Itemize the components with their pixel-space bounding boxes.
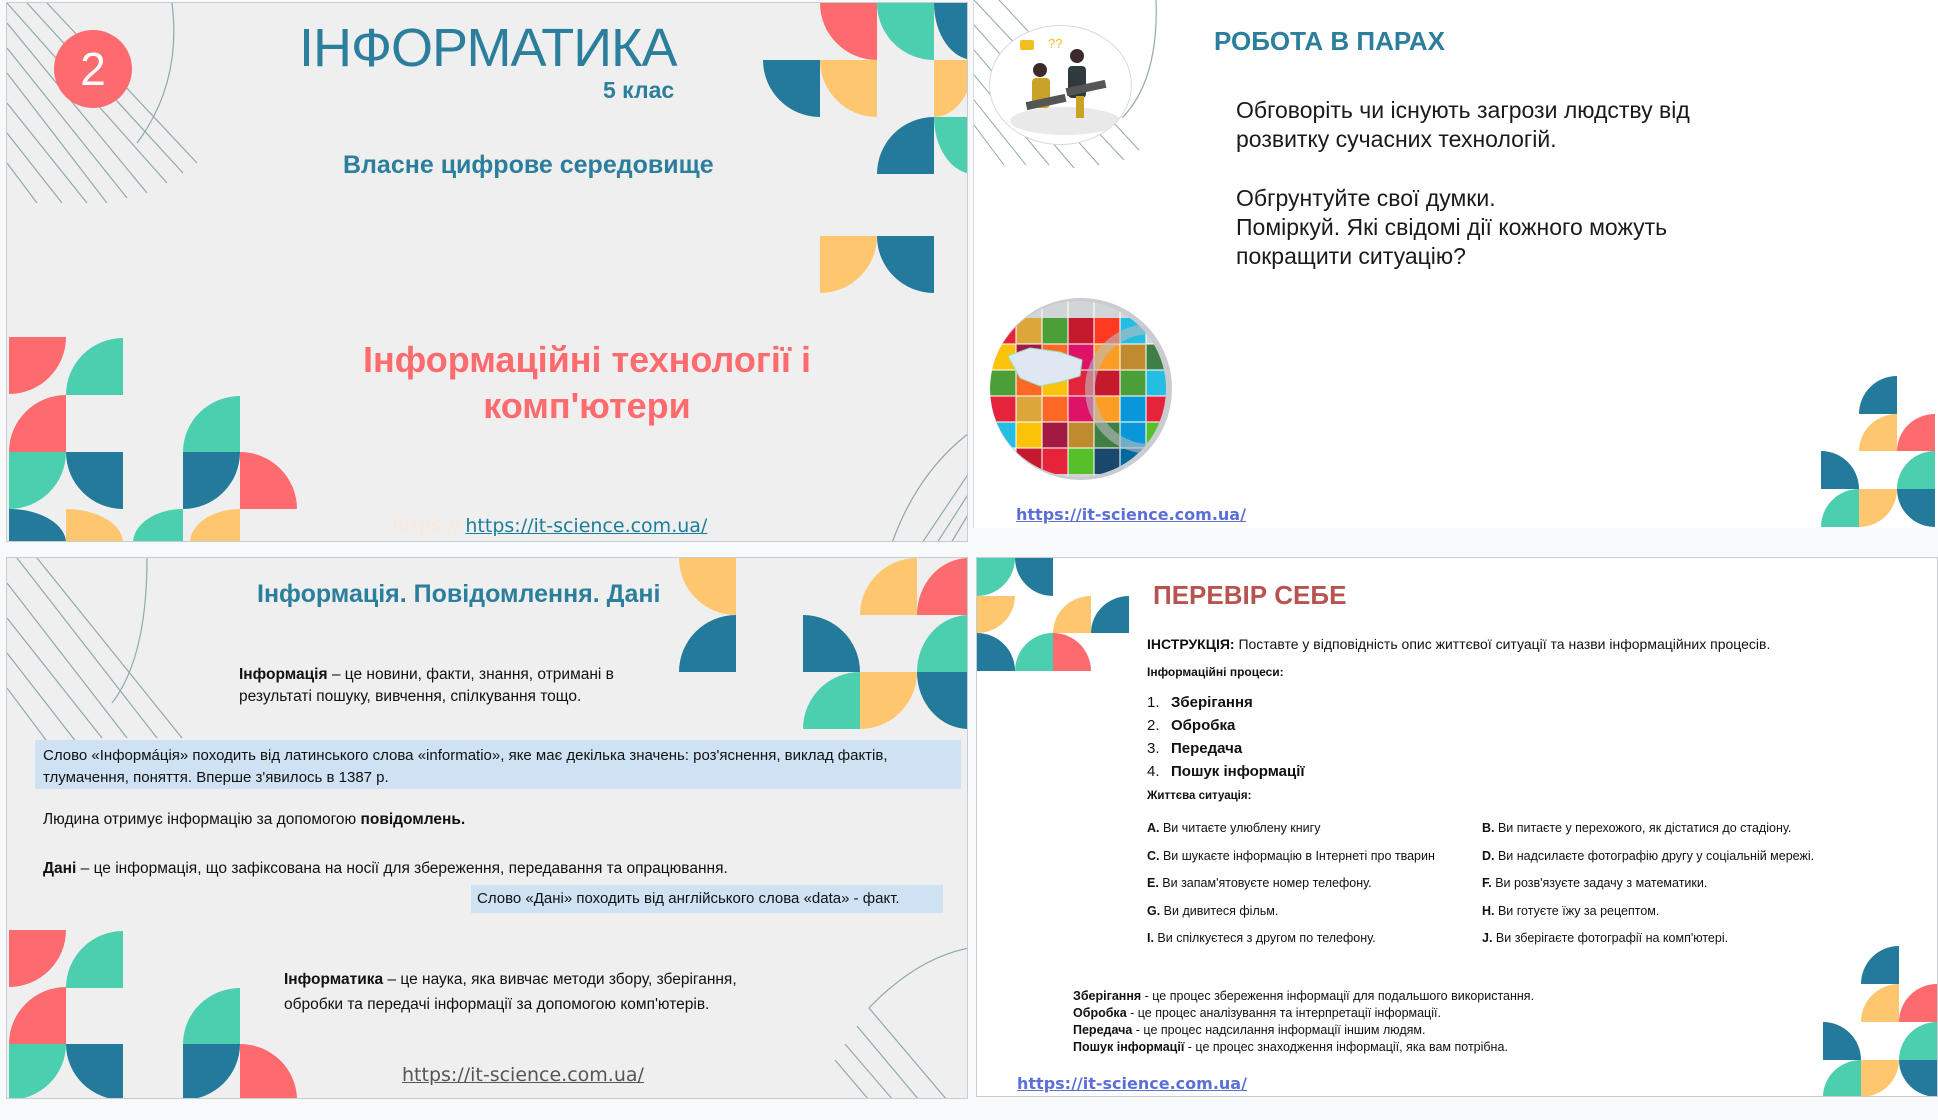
sun-quarter-shape: [820, 236, 877, 293]
mint-quarter-shape: [1823, 1060, 1861, 1097]
students-illustration: [989, 25, 1132, 145]
coral-quarter-shape: [9, 395, 66, 452]
mint-quarter-shape: [183, 988, 240, 1044]
situations-label: Життєва ситуація:: [1147, 790, 1252, 802]
situation-item: I. Ви спілкуєтеся з другом по телефону.: [1147, 931, 1376, 945]
coral-quarter-shape: [9, 337, 66, 394]
mint-quarter-shape: [917, 615, 968, 672]
sun-quarter-shape: [190, 509, 240, 542]
slide-number-badge: [54, 30, 132, 108]
teal-quarter-shape: [1823, 1022, 1861, 1060]
sun-quarter-shape: [66, 509, 123, 542]
teal-quarter-shape: [66, 452, 123, 509]
mint-quarter-shape: [66, 338, 123, 395]
prompt-line: Обговоріть чи існують загрози людству від: [1236, 97, 1690, 123]
mint-quarter-shape: [803, 672, 860, 729]
sun-quarter-shape: [1859, 489, 1897, 527]
sun-quarter-shape: [679, 558, 736, 615]
coral-quarter-shape: [820, 3, 877, 60]
process-definition: Обробка - це процес аналізування та інтерпретації інформації.: [1073, 1006, 1441, 1020]
situation-item: G. Ви дивитеся фільм.: [1147, 903, 1279, 918]
sun-quarter-shape: [860, 558, 917, 615]
ghost-link-prefix: https://: [392, 515, 461, 537]
messages-statement: [43, 811, 465, 829]
prompt-line: Обгрунтуйте свої думки.: [1236, 185, 1496, 211]
statement-text: Людина отримує інформацію за допомогою: [43, 811, 361, 828]
slide-number: 2: [80, 43, 106, 95]
process-definition: Передача - це процес надсилання інформації іншим людям.: [1073, 1023, 1426, 1037]
teal-quarter-shape: [803, 615, 860, 672]
situation-item: H. Ви готуєте їжу за рецептом.: [1482, 903, 1660, 918]
teal-quarter-shape: [1859, 376, 1897, 414]
definition-text: – це новини, факти, знання, отримані в: [327, 666, 614, 683]
sun-quarter-shape: [1861, 984, 1899, 1022]
coral-quarter-shape: [240, 1044, 297, 1099]
situation-item: J. Ви зберігаєте фотографії на комп'ютері.: [1482, 931, 1729, 945]
informatics-definition: [284, 967, 737, 1017]
students-at-desks-icon: [990, 26, 1132, 145]
process-item: 3. Передача: [1147, 740, 1243, 757]
sun-quarter-shape: [1861, 1060, 1899, 1097]
globe-icon: [990, 298, 1172, 480]
teal-quarter-shape: [1897, 489, 1935, 527]
process-definition: Пошук інформації - це процес знаходження інформації, яка вам потрібна.: [1073, 1040, 1508, 1054]
slide-heading: РОБОТА В ПАРАХ: [1214, 26, 1446, 56]
term-information: Інформація: [239, 666, 328, 683]
mint-quarter-shape: [934, 117, 968, 174]
situation-item: C. Ви шукаєте інформацію в Інтернеті про тварин: [1147, 848, 1435, 863]
course-title: ІНФОРМАТИКА: [299, 18, 677, 78]
mint-quarter-shape: [877, 3, 934, 60]
coral-quarter-shape: [1053, 633, 1091, 671]
mint-quarter-shape: [1899, 1022, 1937, 1060]
situations-left-column: [1147, 815, 1435, 953]
section-subtitle: Власне цифрове середовище: [343, 151, 714, 179]
mint-quarter-shape: [977, 558, 1015, 596]
process-definitions: [1073, 988, 1534, 1056]
lesson-topic: [307, 337, 867, 429]
teal-quarter-shape: [934, 3, 968, 60]
situation-item: B. Ви питаєте у перехожого, як дістатися до стадіону.: [1482, 821, 1792, 835]
sun-quarter-shape: [977, 596, 1015, 633]
mint-quarter-shape: [66, 931, 123, 988]
situation-item: D. Ви надсилаєте фотографію другу у соціальній мережі.: [1482, 848, 1815, 863]
sun-quarter-shape: [820, 60, 877, 117]
teal-quarter-shape: [877, 236, 934, 293]
process-item: 1. Зберігання: [1147, 694, 1253, 711]
sun-quarter-shape: [934, 60, 968, 117]
data-definition: [43, 860, 728, 878]
teal-quarter-shape: [977, 633, 1015, 671]
curve-lines-decoration: [807, 948, 968, 1099]
teal-quarter-shape: [679, 615, 736, 672]
situations-right-column: [1482, 815, 1814, 953]
teal-quarter-shape: [1091, 596, 1129, 633]
coral-quarter-shape: [240, 452, 297, 509]
coral-quarter-shape: [917, 558, 968, 615]
processes-list: [1147, 691, 1305, 783]
mint-quarter-shape: [183, 396, 240, 452]
sdg-globe-image: [990, 298, 1172, 480]
link-row: [392, 515, 707, 538]
teal-quarter-shape: [1861, 946, 1899, 984]
etymology-callout: [35, 740, 961, 789]
mint-quarter-shape: [9, 452, 66, 509]
lesson-topic-line1: Інформаційні технології і: [362, 339, 811, 380]
data-etymology-callout: Слово «Дані» походить від англійського слова «data» - факт.: [471, 885, 943, 913]
sun-quarter-shape: [860, 672, 917, 729]
svg-text:??: ??: [1048, 36, 1063, 51]
mint-quarter-shape: [1897, 451, 1935, 489]
slide-title-informatics[interactable]: [6, 2, 968, 542]
site-link[interactable]: https://it-science.com.ua/: [1016, 505, 1246, 524]
prompt-line: розвитку сучасних технологій.: [1236, 126, 1557, 152]
term-data: Дані: [43, 860, 77, 877]
term-informatics: Інформатика: [284, 971, 384, 988]
diagonal-lines-decoration: [7, 558, 237, 758]
mint-quarter-shape: [9, 1044, 66, 1099]
instruction-text: Поставте у відповідність опис життєвої ситуації та назви інформаційних процесів.: [1234, 636, 1771, 652]
instruction: [1147, 636, 1770, 652]
process-definition: Зберігання - це процес збереження інформації для подальшого використання.: [1073, 989, 1535, 1003]
site-link[interactable]: https://it-science.com.ua/: [465, 515, 708, 537]
definition-text: результаті пошуку, вивчення, спілкування тощо.: [239, 688, 582, 705]
slide-information-messages-data[interactable]: [6, 557, 968, 1099]
teal-quarter-shape: [763, 60, 820, 117]
teal-quarter-shape: [917, 672, 968, 729]
teal-quarter-shape: [877, 117, 934, 174]
prompt-line: Поміркуй. Які свідомі дії кожного можуть: [1236, 214, 1668, 240]
coral-quarter-shape: [9, 987, 66, 1044]
coral-quarter-shape: [1897, 414, 1935, 451]
situation-item: A. Ви читаєте улюблену книгу: [1147, 821, 1321, 835]
grade-label: 5 клас: [603, 77, 675, 103]
etymology-line: Слово «Інформáція» походить від латинського слова «informatio», яке має декілька значень: роз'яснення, виклад фактів,: [43, 747, 888, 764]
sun-quarter-shape: [1859, 414, 1897, 451]
coral-quarter-shape: [1899, 984, 1937, 1022]
prompt-line: покращити ситуацію?: [1236, 243, 1466, 269]
teal-quarter-shape: [183, 452, 240, 509]
sun-quarter-shape: [1053, 596, 1091, 633]
processes-label: Інформаційні процеси:: [1147, 665, 1284, 679]
slide-pair-work[interactable]: [973, 0, 1938, 528]
situation-item: F. Ви розв'язуєте задачу з математики.: [1482, 876, 1708, 890]
process-item: 2. Обробка: [1147, 717, 1236, 734]
slide-check-yourself[interactable]: [976, 557, 1938, 1097]
teal-quarter-shape: [1899, 1060, 1937, 1097]
term-messages: повідомлень.: [360, 811, 466, 828]
definition-text: обробки та передачі інформації за допомогою комп'ютерів.: [284, 996, 710, 1013]
site-link[interactable]: https://it-science.com.ua/: [402, 1064, 644, 1086]
lesson-topic-line2: комп'ютери: [483, 385, 691, 426]
information-definition: [239, 664, 614, 708]
curve-lines-decoration: [887, 433, 968, 542]
site-link[interactable]: https://it-science.com.ua/: [1017, 1074, 1247, 1093]
definition-text: – це наука, яка вивчає методи збору, зберігання,: [383, 971, 737, 988]
situation-item: E. Ви запам'ятовуєте номер телефону.: [1147, 876, 1372, 890]
discussion-prompt: [1236, 96, 1690, 271]
teal-quarter-shape: [1015, 558, 1053, 596]
process-item: 4. Пошук інформації: [1147, 763, 1305, 780]
coral-quarter-shape: [9, 930, 66, 987]
slide-heading: ПЕРЕВІР СЕБЕ: [1153, 580, 1347, 610]
etymology-line: тлумачення, поняття. Вперше з'явилось в 1387 р.: [43, 769, 389, 786]
instruction-label: ІНСТРУКЦІЯ:: [1147, 636, 1235, 652]
mint-quarter-shape: [1015, 633, 1053, 671]
teal-quarter-shape: [1821, 451, 1859, 489]
definition-text: – це інформація, що зафіксована на носії для збереження, передавання та опрацювання.: [76, 860, 728, 877]
mint-quarter-shape: [133, 509, 183, 542]
mint-quarter-shape: [1821, 489, 1859, 527]
teal-quarter-shape: [183, 1044, 240, 1099]
teal-quarter-shape: [9, 509, 66, 542]
teal-quarter-shape: [66, 1044, 123, 1099]
slide-heading: Інформація. Повідомлення. Дані: [257, 580, 661, 608]
diagonal-lines-decoration: [7, 3, 267, 203]
